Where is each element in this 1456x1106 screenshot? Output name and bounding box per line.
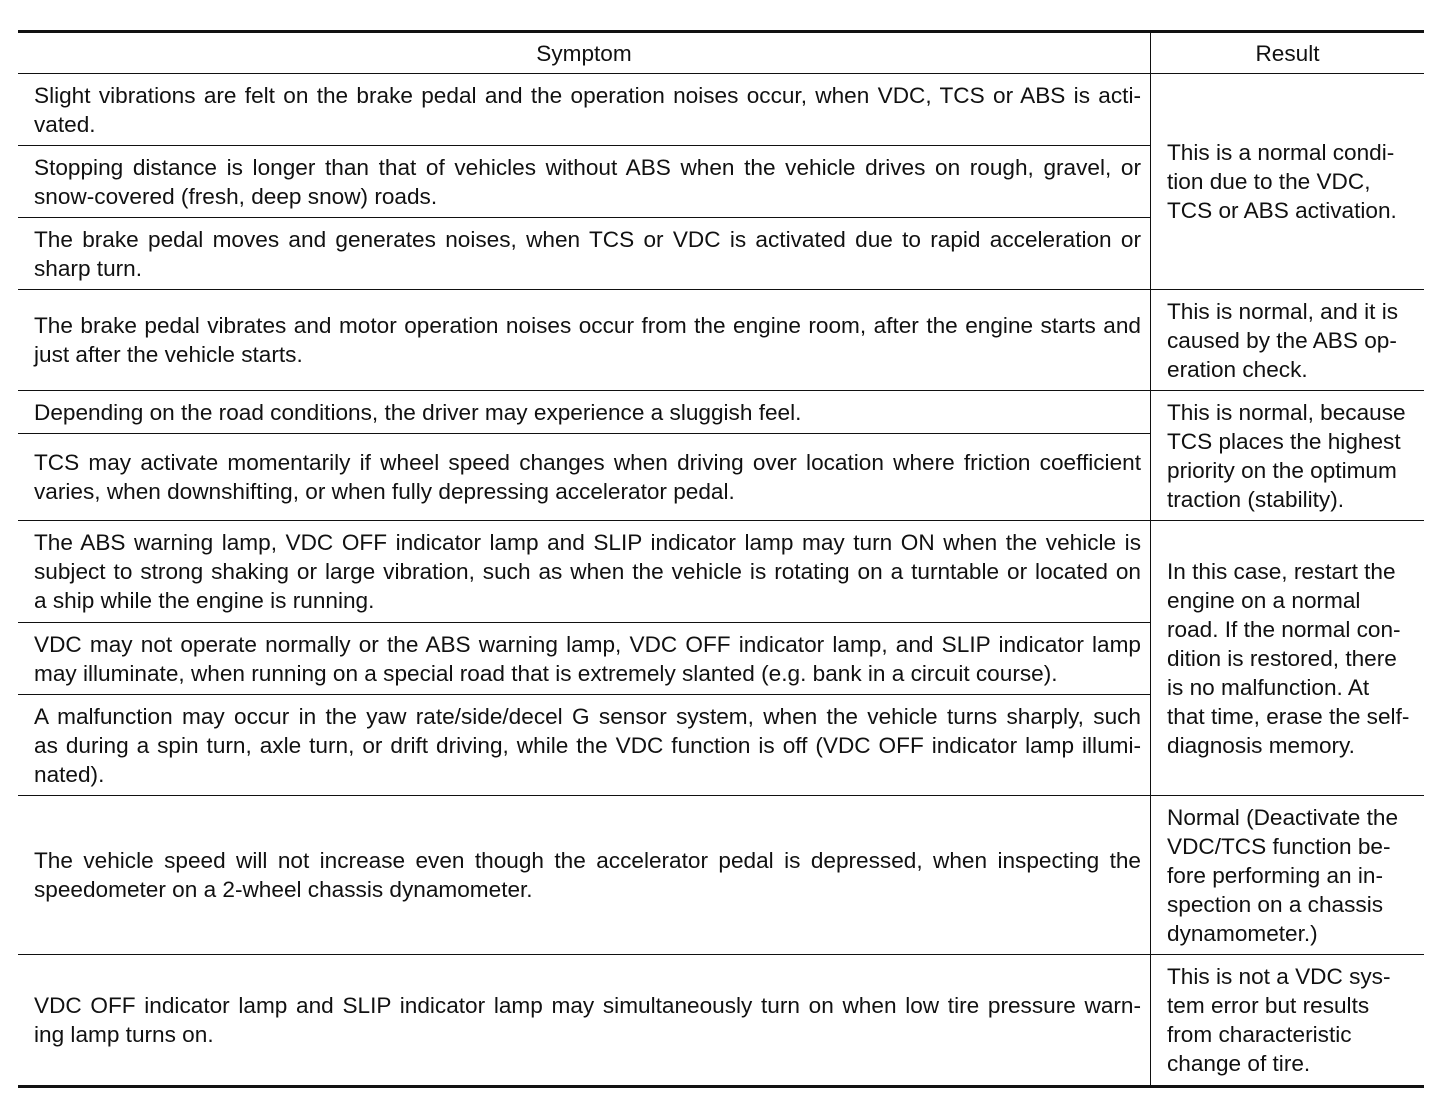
header-symptom-label: Symptom: [536, 40, 632, 66]
symptom-line: Slight vibrations are felt on the brake pedal and the operation noises occur, when VDC, TCS or ABS is acti-: [34, 82, 1141, 108]
result-line: dition is restored, there: [1167, 645, 1397, 671]
result-line: tion due to the VDC,: [1167, 169, 1371, 194]
symptom-cell: [18, 623, 1150, 695]
result-line: traction (stability).: [1167, 486, 1345, 512]
symptom-line: The vehicle speed will not increase even though the accelerator pedal is depressed, when inspecting the: [34, 848, 1141, 873]
symptom-line: may illuminate, when running on a special road that is extremely slanted (e.g. bank in a circuit course).: [34, 660, 1058, 686]
header-result: [1150, 33, 1424, 74]
result-line: TCS or ABS activation.: [1167, 198, 1397, 223]
result-line: VDC/TCS function be-: [1167, 833, 1391, 859]
result-line: priority on the optimum: [1167, 457, 1397, 483]
symptom-line: snow-covered (fresh, deep snow) roads.: [34, 183, 438, 209]
symptom-cell: [18, 146, 1150, 218]
result-line: dynamometer.): [1167, 920, 1318, 946]
symptom-line: VDC may not operate normally or the ABS warning lamp, VDC OFF indicator lamp, and SLIP indicator lamp: [34, 631, 1141, 657]
symptom-line: A malfunction may occur in the yaw rate/side/decel G sensor system, when the vehicle turns sharply, such: [34, 703, 1141, 729]
result-line: that time, erase the self-: [1167, 703, 1410, 729]
symptom-cell: [18, 218, 1150, 290]
symptom-line: nated).: [34, 761, 105, 787]
result-cell: [1150, 74, 1424, 290]
result-line: eration check.: [1167, 356, 1308, 382]
result-line: Normal (Deactivate the: [1167, 804, 1399, 830]
symptom-line: vated.: [34, 111, 96, 137]
symptom-line: TCS may activate momentarily if wheel speed changes when driving over location where friction coefficient: [34, 450, 1141, 475]
symptom-cell: [18, 74, 1150, 146]
result-line: This is not a VDC sys-: [1167, 964, 1391, 989]
header-symptom: [18, 33, 1150, 74]
symptom-cell: [18, 290, 1150, 391]
result-line: This is normal, and it is: [1167, 298, 1399, 324]
symptom-line: just after the vehicle starts.: [34, 342, 303, 367]
symptom-line: Depending on the road conditions, the driver may experience a sluggish feel.: [34, 399, 802, 425]
result-cell: [1150, 521, 1424, 796]
symptom-result-table: [18, 30, 1424, 1088]
result-cell: [1150, 391, 1424, 521]
result-line: caused by the ABS op-: [1167, 327, 1397, 353]
header-result-label: Result: [1255, 40, 1320, 66]
symptom-line: speedometer on a 2-wheel chassis dynamometer.: [34, 877, 533, 902]
result-line: spection on a chassis: [1167, 891, 1384, 917]
symptom-line: sharp turn.: [34, 255, 143, 281]
symptom-line: The brake pedal vibrates and motor operation noises occur from the engine room, after the engine starts and: [34, 313, 1141, 338]
symptom-cell: [18, 391, 1150, 434]
result-line: engine on a normal: [1167, 587, 1361, 613]
result-line: road. If the normal con-: [1167, 616, 1401, 642]
result-cell: [1150, 290, 1424, 391]
result-line: tem error but results: [1167, 993, 1370, 1018]
symptom-line: subject to strong shaking or large vibration, such as when the vehicle is rotating on a turntable or located on: [34, 559, 1141, 584]
result-line: change of tire.: [1167, 1051, 1311, 1076]
result-cell: [1150, 955, 1424, 1085]
result-line: from characteristic: [1167, 1022, 1352, 1047]
result-line: fore performing an in-: [1167, 862, 1383, 888]
result-line: diagnosis memory.: [1167, 732, 1355, 758]
symptom-line: varies, when downshifting, or when fully depressing accelerator pedal.: [34, 479, 735, 504]
result-line: This is a normal condi-: [1167, 140, 1395, 165]
result-line: This is normal, because: [1167, 399, 1406, 425]
result-line: In this case, restart the: [1167, 558, 1396, 584]
symptom-line: a ship while the engine is running.: [34, 588, 375, 613]
result-cell: [1150, 796, 1424, 955]
symptom-line: The brake pedal moves and generates noises, when TCS or VDC is activated due to rapid acceleration or: [34, 226, 1141, 252]
symptom-cell: [18, 434, 1150, 521]
symptom-cell: [18, 521, 1150, 623]
symptom-line: The ABS warning lamp, VDC OFF indicator lamp and SLIP indicator lamp may turn ON when the vehicle is: [34, 530, 1141, 555]
symptom-line: as during a spin turn, axle turn, or drift driving, while the VDC function is off (VDC OFF indicator lamp illumi-: [34, 732, 1141, 758]
result-line: TCS places the highest: [1167, 428, 1401, 454]
symptom-cell: [18, 695, 1150, 796]
symptom-line: Stopping distance is longer than that of vehicles without ABS when the vehicle drives on rough, gravel, or: [34, 154, 1141, 180]
result-line: is no malfunction. At: [1167, 674, 1370, 700]
symptom-cell: [18, 796, 1150, 955]
symptom-line: ing lamp turns on.: [34, 1022, 214, 1047]
symptom-cell: [18, 955, 1150, 1085]
symptom-line: VDC OFF indicator lamp and SLIP indicator lamp may simultaneously turn on when low tire pressure warn-: [34, 993, 1141, 1018]
